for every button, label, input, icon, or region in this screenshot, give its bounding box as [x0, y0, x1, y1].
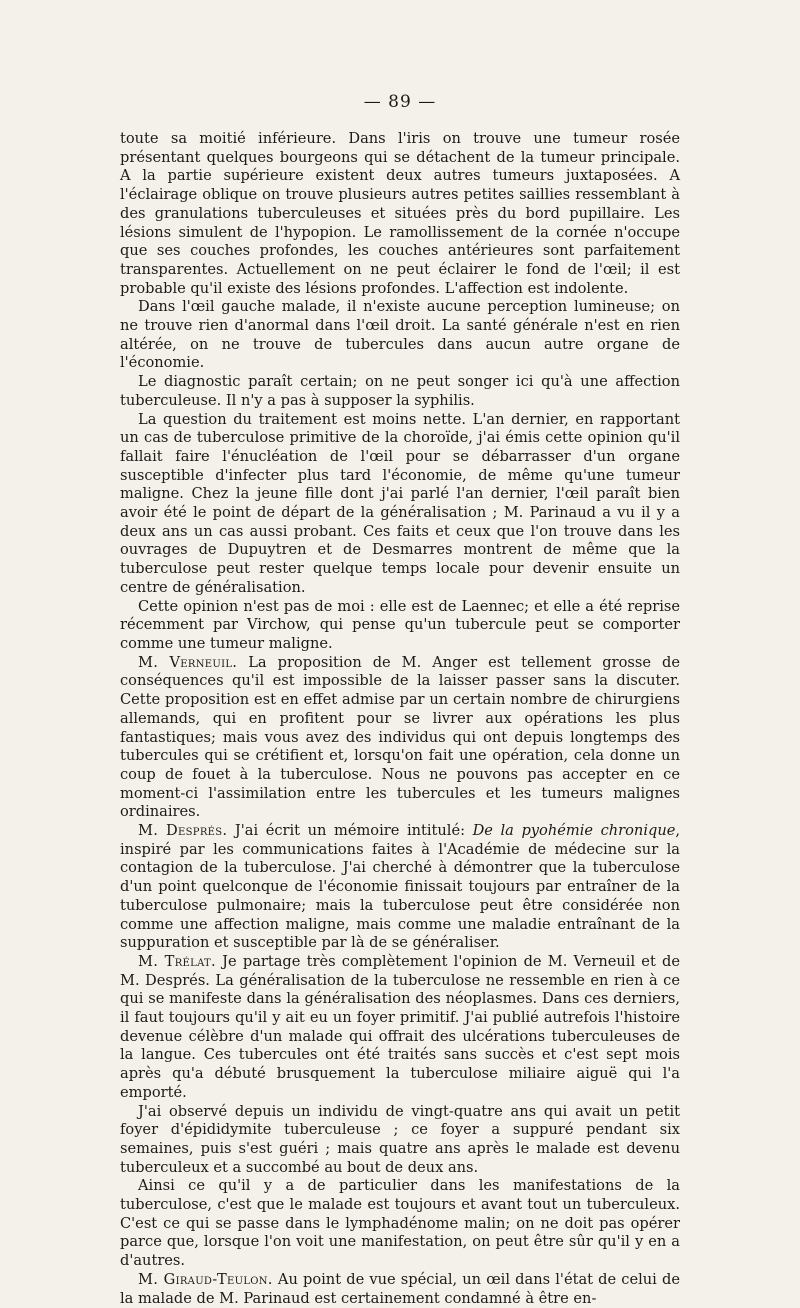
paragraph-despres: M. Després. J'ai écrit un mémoire intitulé: De la pyohémie chronique, inspiré par les communications faites à l'Académie de médecine sur la contagion de la tuberculose. J'ai cherché à démontrer que la tuberculose d'un point quelconque de l'économie finissait toujours par entraîner de la tuberculose pulmonaire; mais la tuberculose peut être considérée non comme une affection maligne, mais comme une maladie entraînant de la suppuration et susceptible par là de se généraliser.	[120, 822, 681, 952]
paragraph-verneuil: M. Verneuil. La proposition de M. Anger est tellement grosse de conséquences qu'il est impossible de la laisser passer sans la discuter. Cette proposition est en effet admise par un certain nombre de chirurgiens allemands, qui en profitent pour se livrer aux opérations les plus fantastiques; mais vous avez des individus qui ont depuis longtemps des tubercules qui se crétifient et, lorsqu'on fait une opération, cela donne un coup de fouet à la tuberculose. Nous ne pouvons pas accepter en ce moment-ci l'assimilation entre les tubercules et les tumeurs malignes ordinaires.	[120, 653, 680, 821]
paragraph-giraud-teulon: M. Giraud-Teulon. Au point de vue spécial, un œil dans l'état de celui de la malade de M. Parinaud est certainement condamné à être en-	[120, 1270, 680, 1307]
memoir-title: De la pyohémie chronique	[472, 822, 676, 840]
paragraph: Le diagnostic paraît certain; on ne peut songer ici qu'à une affection tuberculeuse. Il n'y a pas à supposer la syphilis.	[120, 373, 680, 409]
paragraph: Ainsi ce qu'il y a de particulier dans les manifestations de la tuberculose, c'est que le malade est toujours et avant tout un tuberculeux. C'est ce qui se passe dans le lymphadénome malin; on ne doit pas opérer parce que, lorsque l'on voit une manifestation, on peut être sûr qu'il y en a d'autres.	[120, 1177, 680, 1270]
page-number: — 89 —	[363, 92, 437, 112]
body-text	[120, 130, 680, 1308]
paragraph: La question du traitement est moins nette. L'an dernier, en rapportant un cas de tuberculose primitive de la choroïde, j'ai émis cette opinion qu'il fallait faire l'énucléation de l'œil pour se débarrasser d'un organe susceptible d'infecter plus tard l'économie, de même qu'une tumeur maligne. Chez la jeune fille dont j'ai parlé l'an dernier, l'œil paraît bien avoir été le point de départ de la généralisation ; M. Parinaud a vu il y a deux ans un cas aussi probant. Ces faits et ceux que l'on trouve dans les ouvrages de Dupuytren et de Desmarres montrent de même que la tuberculose peut rester quelque temps locale pour devenir ensuite un centre de généralisation.	[120, 410, 680, 596]
paragraph: Cette opinion n'est pas de moi : elle est de Laennec; et elle a été reprise récemment par Virchow, qui pense qu'un tubercule peut se comporter comme une tumeur maligne.	[120, 597, 680, 652]
paragraph: toute sa moitié inférieure. Dans l'iris on trouve une tumeur rosée présentant quelques bourgeons qui se détachent de la tumeur principale. A la partie supérieure existent deux autres tumeurs juxtaposées. A l'éclairage oblique on trouve plusieurs autres petites saillies ressemblant à des granulations tuberculeuses et situées près du bord pupillaire. Les lésions simulent de l'hypopion. Le ramollissement de la cornée n'occupe que ses couches profondes, les couches antérieures sont parfaitement transparentes. Actuellement on ne peut éclairer le fond de l'œil; il est probable qu'il existe des lésions profondes. L'affection est indolente.	[120, 130, 680, 297]
paragraph-trelat: M. Trélat. Je partage très complètement l'opinion de M. Verneuil et de M. Després. La généralisation de la tuberculose ne ressemble en rien à ce qui se manifeste dans la généralisation des néoplasmes. Dans ces derniers, il faut toujours qu'il y ait eu un foyer primitif. J'ai publié autrefois l'histoire devenue célèbre d'un malade qui offrait des ulcérations tuberculeuses de la langue. Ces tubercules ont été traités sans succès et c'est sept mois après qu'a débuté brusquement la tuberculose miliaire aiguë qui l'a emporté.	[120, 952, 680, 1101]
speaker-name: M. Giraud-Teulon.	[138, 1270, 273, 1288]
paragraph: Dans l'œil gauche malade, il n'existe aucune perception lumineuse; on ne trouve rien d'anormal dans l'œil droit. La santé générale n'est en rien altérée, on ne trouve de tubercules dans aucun autre organe de l'économie.	[120, 298, 680, 372]
speaker-name: M. Verneuil.	[138, 653, 238, 671]
speaker-name: M. Després.	[138, 822, 228, 840]
speaker-name: M. Trélat.	[138, 952, 216, 970]
paragraph: J'ai observé depuis un individu de vingt-quatre ans qui avait un petit foyer d'épididymite tuberculeuse ; ce foyer a suppuré pendant six semaines, puis s'est guéri ; mais quatre ans après le malade est devenu tuberculeux et a succombé au bout de deux ans.	[120, 1102, 680, 1176]
